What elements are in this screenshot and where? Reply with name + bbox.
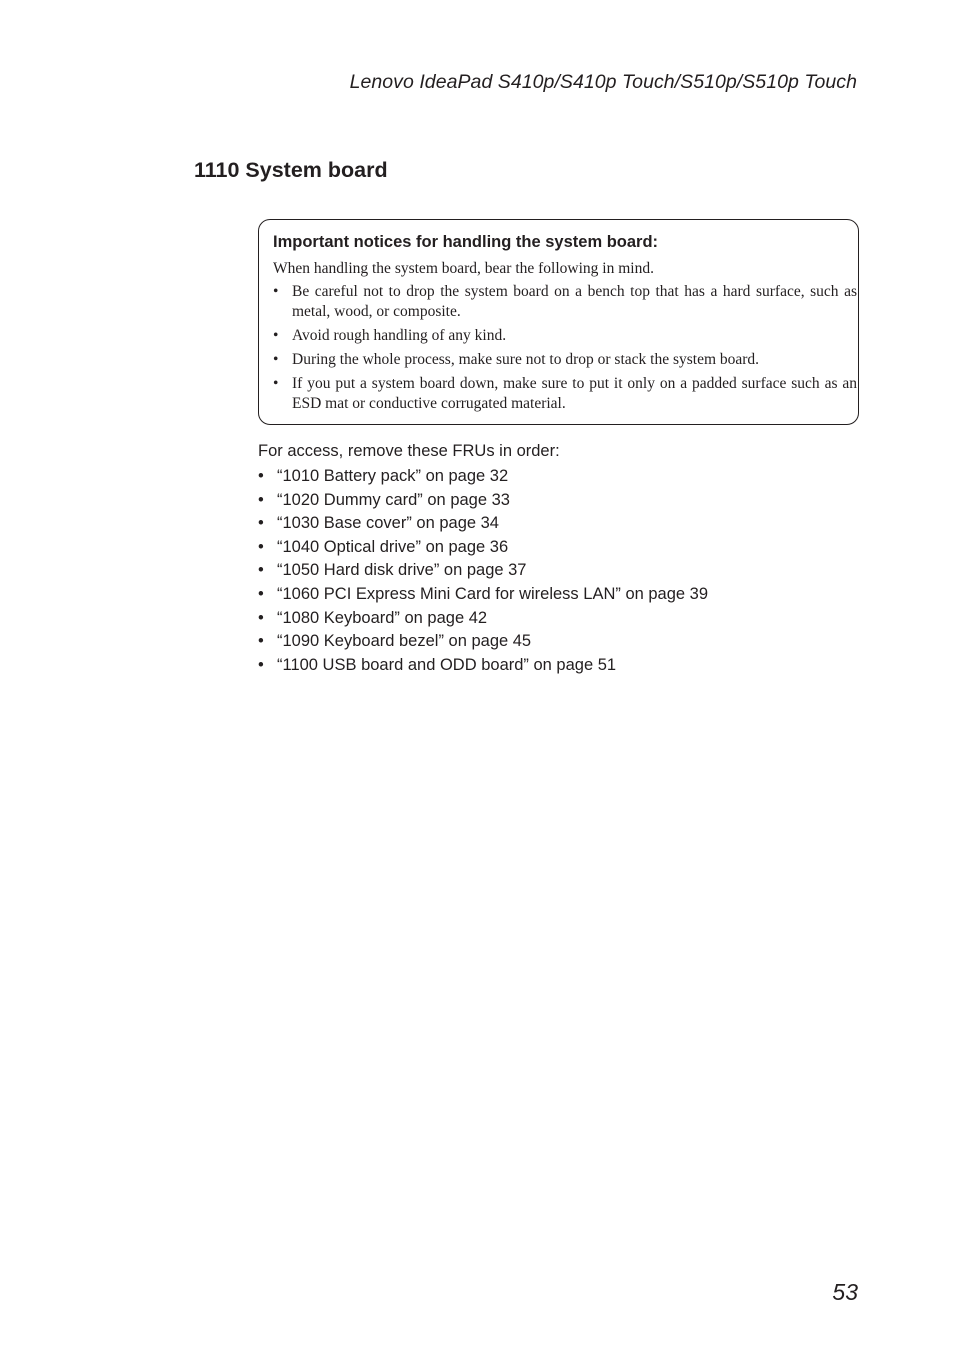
notice-intro: When handling the system board, bear the following in mind. — [273, 260, 654, 277]
notice-item: • Avoid rough handling of any kind. — [273, 326, 857, 346]
section-title: 1110 System board — [194, 158, 388, 182]
notice-item: • Be careful not to drop the system board on a bench top that has a hard surface, such as metal, wood, or composite. — [273, 282, 857, 322]
fru-link-dummy-card[interactable]: • “1020 Dummy card” on page 33 — [258, 489, 708, 513]
fru-link-pci-express-mini-card[interactable]: • “1060 PCI Express Mini Card for wireless LAN” on page 39 — [258, 583, 708, 607]
fru-link-keyboard-bezel[interactable]: • “1090 Keyboard bezel” on page 45 — [258, 630, 708, 654]
fru-link-optical-drive[interactable]: • “1040 Optical drive” on page 36 — [258, 536, 708, 560]
notice-item: • If you put a system board down, make sure to put it only on a padded surface such as an ESD mat or conductive corrugated material. — [273, 374, 857, 414]
notice-list — [273, 282, 857, 418]
fru-link-battery-pack[interactable]: • “1010 Battery pack” on page 32 — [258, 465, 708, 489]
running-header: Lenovo IdeaPad S410p/S410p Touch/S510p/S510p Touch — [349, 71, 857, 93]
access-intro: For access, remove these FRUs in order: — [258, 442, 560, 460]
notice-item: • During the whole process, make sure not to drop or stack the system board. — [273, 350, 857, 370]
fru-link-usb-odd-board[interactable]: • “1100 USB board and ODD board” on page 51 — [258, 654, 708, 678]
fru-link-base-cover[interactable]: • “1030 Base cover” on page 34 — [258, 512, 708, 536]
fru-link-keyboard[interactable]: • “1080 Keyboard” on page 42 — [258, 607, 708, 631]
fru-list — [258, 465, 708, 677]
fru-link-hard-disk-drive[interactable]: • “1050 Hard disk drive” on page 37 — [258, 559, 708, 583]
notice-box — [258, 219, 859, 425]
notice-heading: Important notices for handling the system board: — [273, 233, 659, 251]
page-number: 53 — [832, 1279, 858, 1305]
